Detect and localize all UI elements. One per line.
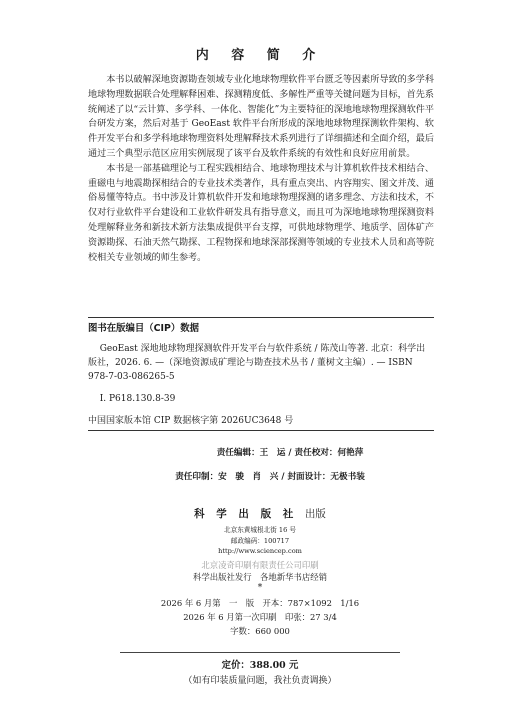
publisher-name — [0, 506, 520, 521]
printing-line: 2026 年 6 月第一次印刷 印张：27 3/4 — [183, 612, 337, 622]
editor-credits — [0, 441, 520, 489]
publisher-logo-text: 科 学 出 版 社 — [194, 508, 298, 520]
divider — [88, 317, 434, 318]
edition-info — [0, 596, 520, 638]
publisher-name-suffix: 出版 — [304, 508, 326, 520]
abstract-paragraph: 本书是一部基础理论与工程实践相结合、地球物理技术与计算机软件技术相结合、重磁电与地震勘探相结合的专业技术类著作，具有重点突出、内容翔实、图文并茂、通俗易懂等特点。书中涉及计算机软件开发和地球物理探测的诸多理念、方法和技术，不仅对行业软件平台建设和工业软件研发具有指导意义，而且可为深地地球物理探测资料处理解释业务和新技术新方法集成提供平台支撑，可供地球物理学、地质学、固体矿产资源勘探、石油天然气勘探、工程物探和地球深部探测等领域的专业技术人员和高等院校相关专业领域的师生参考。 — [88, 163, 434, 263]
publisher-address: 北京东黄城根北街 16 号 — [224, 526, 296, 534]
cip-classification: Ⅰ. P618.130.8-39 — [99, 394, 176, 404]
cip-library-number: 中国国家版本馆 CIP 数据核字第 2026UC3648 号 — [88, 416, 294, 426]
edition-line: 2026 年 6 月第 一 版 开本：787×1092 1/16 — [160, 598, 360, 608]
quality-notice: （如有印装质量问题，我社负责调换） — [183, 676, 337, 686]
publisher-postcode: 邮政编码：100717 — [230, 536, 290, 545]
cip-record: GeoEast 深地地球物理探测软件开发平台与软件系统 / 陈茂山等著. 北京：科学出版社，2026. 6. —（深地资源成矿理论与勘查技术丛书 / 董树文主编）. — ISBN 978-7-03-086265-5 — [88, 344, 426, 382]
star-separator: * — [257, 582, 263, 593]
editor-line: 责任印制：安 骏 肖 兴 / 封面设计：无极书装 — [175, 472, 365, 482]
divider — [88, 430, 434, 431]
printer-name: 北京凌奇印刷有限责任公司印刷 — [201, 559, 319, 570]
distribution-line: 科学出版社发行 各地新华书店经销 — [193, 571, 327, 582]
editor-line: 责任编辑：王 运 / 责任校对：何艳萍 — [216, 448, 364, 458]
price: 定价：388.00 元 — [221, 660, 299, 671]
publisher-website: http://www.sciencep.com — [218, 547, 302, 555]
abstract-body — [88, 73, 434, 265]
divider — [120, 652, 400, 653]
abstract-title: 内 容 简 介 — [195, 48, 325, 63]
word-count: 字数：660 000 — [230, 626, 290, 636]
publisher-block — [0, 506, 520, 593]
cip-data-block — [88, 322, 434, 428]
cip-heading: 图书在版编目（CIP）数据 — [88, 323, 199, 334]
abstract-paragraph: 本书以破解深地资源勘查领域专业化地球物理软件平台匮乏等因素所导致的多学科地球物理数据联合处理解释困难、探测精度低、多解性严重等关键问题为目标，首先系统阐述了以“云计算、多学科、一体化、智能化”为主要特征的深地地球物理探测软件平台研发方案，然后对基于 GeoEast 软件平台所形成的深地地球物理探测软件架构、软件开发平台和多学科地球物理资料处理解释技术系列进行了详细描述和全面介绍，最后通过三个典型示范区应用实例展现了该平台及软件系统的有效性和良好应用前景。 — [88, 75, 434, 159]
